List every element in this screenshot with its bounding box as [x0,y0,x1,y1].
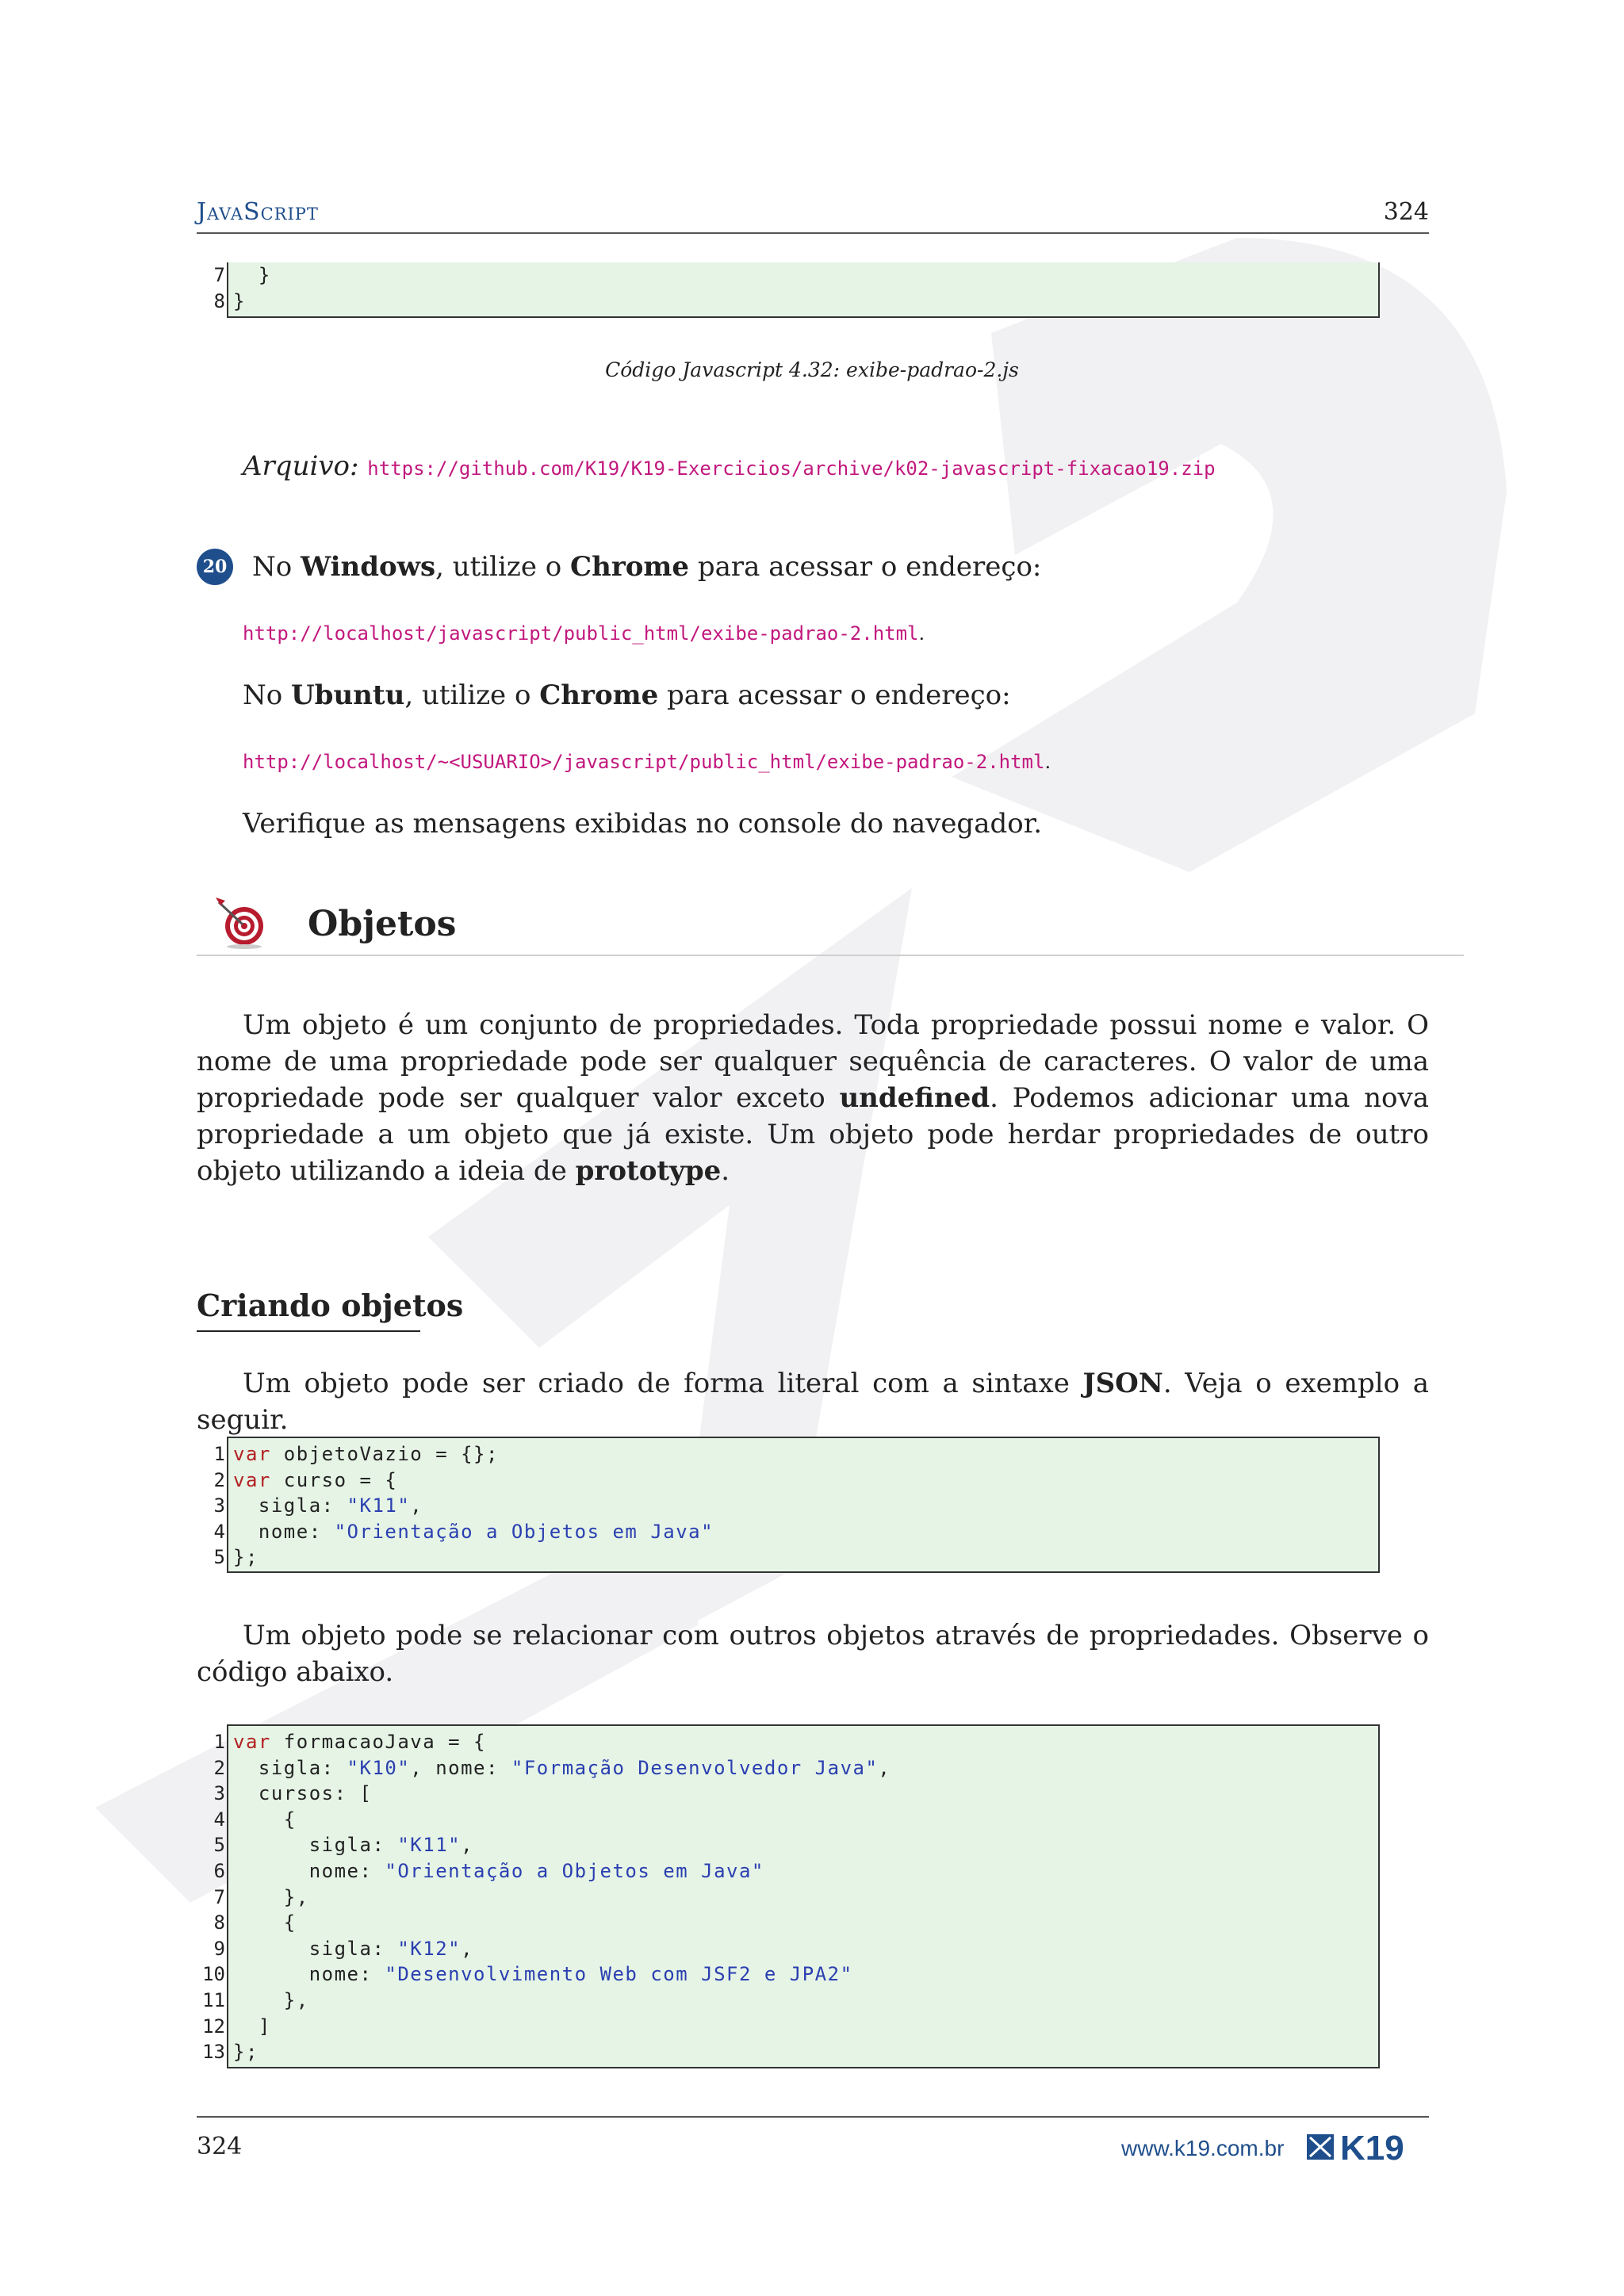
ubuntu-instruction [243,677,1011,714]
code-line [227,1781,891,1807]
line-number: 2 [213,1756,225,1779]
text: No [252,551,301,583]
running-header-page-number: 324 [1383,198,1429,226]
line-number: 1 [213,1731,225,1753]
line-number: 12 [202,2015,225,2038]
code-text: }, [233,1885,309,1908]
browser-name: Chrome [570,551,690,583]
code-line [227,1468,714,1494]
line-number: 4 [213,1520,225,1543]
running-header-title: JavaScript [197,198,319,226]
text: para acessar o endereço: [689,551,1042,583]
line-number: 13 [202,2041,225,2064]
line-number: 5 [213,1834,225,1857]
footer-website[interactable]: www.k19.com.br [1121,2136,1285,2160]
keyword-undefined: undefined [839,1082,990,1114]
code-keyword: var [233,1468,271,1491]
verify-instruction: Verifique as mensagens exibidas no console do navegador. [243,808,1043,840]
arquivo-label: Arquivo: [243,450,359,482]
footer-rule [197,2116,1429,2118]
code-text: , [878,1756,891,1779]
code-line [227,1519,714,1545]
code-string: "K11" [347,1494,411,1517]
subsection-title: Criando objetos [197,1288,464,1323]
code-line [227,1729,891,1755]
footer-page-number: 324 [197,2133,243,2160]
arquivo-link[interactable]: https://github.com/K19/K19-Exercicios/archive/k02-javascript-fixacao19.zip [367,457,1216,480]
line-number: 7 [213,264,225,286]
code-box [227,262,1380,318]
relate-paragraph [197,1617,1429,1690]
code-line [227,1807,891,1833]
line-number: 5 [213,1546,225,1569]
subsection-rule [197,1330,420,1332]
code-text: sigla: [233,1937,398,1960]
code-line [227,1544,714,1571]
code-text: }; [233,1546,259,1569]
code-text: cursos: [ [233,1782,373,1805]
line-number: 2 [213,1468,225,1491]
code-text: , nome: [410,1756,511,1779]
windows-instruction [252,549,1041,585]
line-number: 9 [213,1937,225,1960]
code-text: sigla: [233,1756,347,1779]
code-text: sigla: [233,1494,347,1517]
code-line [227,1832,891,1858]
windows-url-line [243,622,925,645]
code-string: "Desenvolvimento Web com JSF2 e JPA2" [385,1963,853,1986]
code-text: curso = { [270,1468,398,1491]
code-block-continuation [197,262,1380,318]
logo-text: K19 [1340,2130,1404,2164]
code-text: nome: [233,1963,385,1986]
code-text: { [233,1911,297,1934]
line-number: 11 [202,1988,225,2011]
code-string: "Formação Desenvolvedor Java" [511,1756,879,1779]
text: . [721,1155,730,1187]
code-string: "K10" [347,1756,411,1779]
code-text: nome: [233,1520,335,1543]
os-name: Ubuntu [291,679,405,711]
code-line [227,1885,891,1911]
keyword-prototype: prototype [575,1155,722,1187]
text: Um objeto é um conjunto de propriedades. Toda propriedade possui nome e valor. O nome de uma propriedade pode ser qualquer sequência de caracteres. O valor de uma propriedade pode ser qualquer valor exceto [197,1009,1429,1114]
code-text: sigla: [233,1834,398,1857]
keyword-json: JSON [1082,1368,1163,1399]
code-caption: Código Javascript 4.32: exibe-padrao-2.js [605,358,1019,381]
code-string: "Orientação a Objetos em Java" [385,1859,764,1882]
code-text: }, [233,1988,309,2011]
code-line: } [233,264,271,286]
code-text: { [233,1808,297,1831]
line-number: 8 [213,289,225,312]
code-text: formacaoJava = { [270,1731,486,1753]
line-number: 1 [213,1443,225,1465]
code-line [227,1755,891,1781]
code-text: objetoVazio = {}; [270,1443,499,1465]
code-line [227,2039,891,2065]
code-string: "K12" [397,1937,462,1960]
code-text: , [461,1834,474,1857]
period: . [918,622,925,645]
code-text: nome: [233,1859,385,1882]
browser-name: Chrome [539,679,659,711]
code-line [227,1988,891,2014]
ubuntu-url-line [243,751,1051,773]
code-line [227,2014,891,2040]
code-keyword: var [233,1443,271,1465]
code-text: }; [233,2041,259,2064]
windows-url[interactable]: http://localhost/javascript/public_html/exibe-padrao-2.html [243,622,919,645]
line-number: 8 [213,1911,225,1934]
section-title: Objetos [308,904,457,944]
code-text: , [461,1937,474,1960]
ubuntu-url[interactable]: http://localhost/~<USUARIO>/javascript/public_html/exibe-padrao-2.html [243,751,1045,773]
code-line: } [233,289,246,312]
code-line [227,1936,891,1962]
line-number: 6 [213,1859,225,1882]
line-number: 7 [213,1885,225,1908]
k19-logo [1305,2130,1431,2164]
code-string: "K11" [397,1834,462,1857]
section-rule [197,955,1464,956]
line-number: 4 [213,1808,225,1831]
code-text: , [410,1494,423,1517]
code-text: ] [233,2015,271,2038]
code-keyword: var [233,1731,271,1753]
code-line [227,1441,714,1468]
text: Um objeto pode se relacionar com outros objetos através de propriedades. Observe o código abaixo. [197,1620,1429,1688]
code-line [227,1910,891,1936]
os-name: Windows [301,551,436,583]
text: No [243,679,292,711]
text: , utilize o [435,551,571,583]
text: . Podemos adicionar uma nova propriedade a um objeto que já existe. Um objeto pode herdar propriedades de outro objeto utilizando a ideia de [197,1082,1429,1187]
code-block-literal [197,1437,1380,1573]
arquivo-line [243,450,1216,482]
code-block-nested [197,1724,1380,2068]
text: , utilize o [404,679,540,711]
code-string: "Orientação a Objetos em Java" [334,1520,714,1543]
code-line [227,1858,891,1885]
target-icon [214,894,270,950]
intro-paragraph [197,1007,1429,1189]
line-number: 10 [202,1963,225,1986]
line-number: 3 [213,1494,225,1517]
text: para acessar o endereço: [658,679,1011,711]
header-rule [197,232,1429,234]
period: . [1044,751,1051,773]
code-line [227,1961,891,1988]
text: Um objeto pode ser criado de forma literal com a sintaxe [243,1368,1083,1399]
line-number: 3 [213,1782,225,1805]
literal-paragraph [197,1365,1429,1438]
text: . Veja o exemplo a seguir. [197,1368,1429,1436]
code-line [227,1493,714,1519]
exercise-number-badge: 20 [197,549,233,585]
